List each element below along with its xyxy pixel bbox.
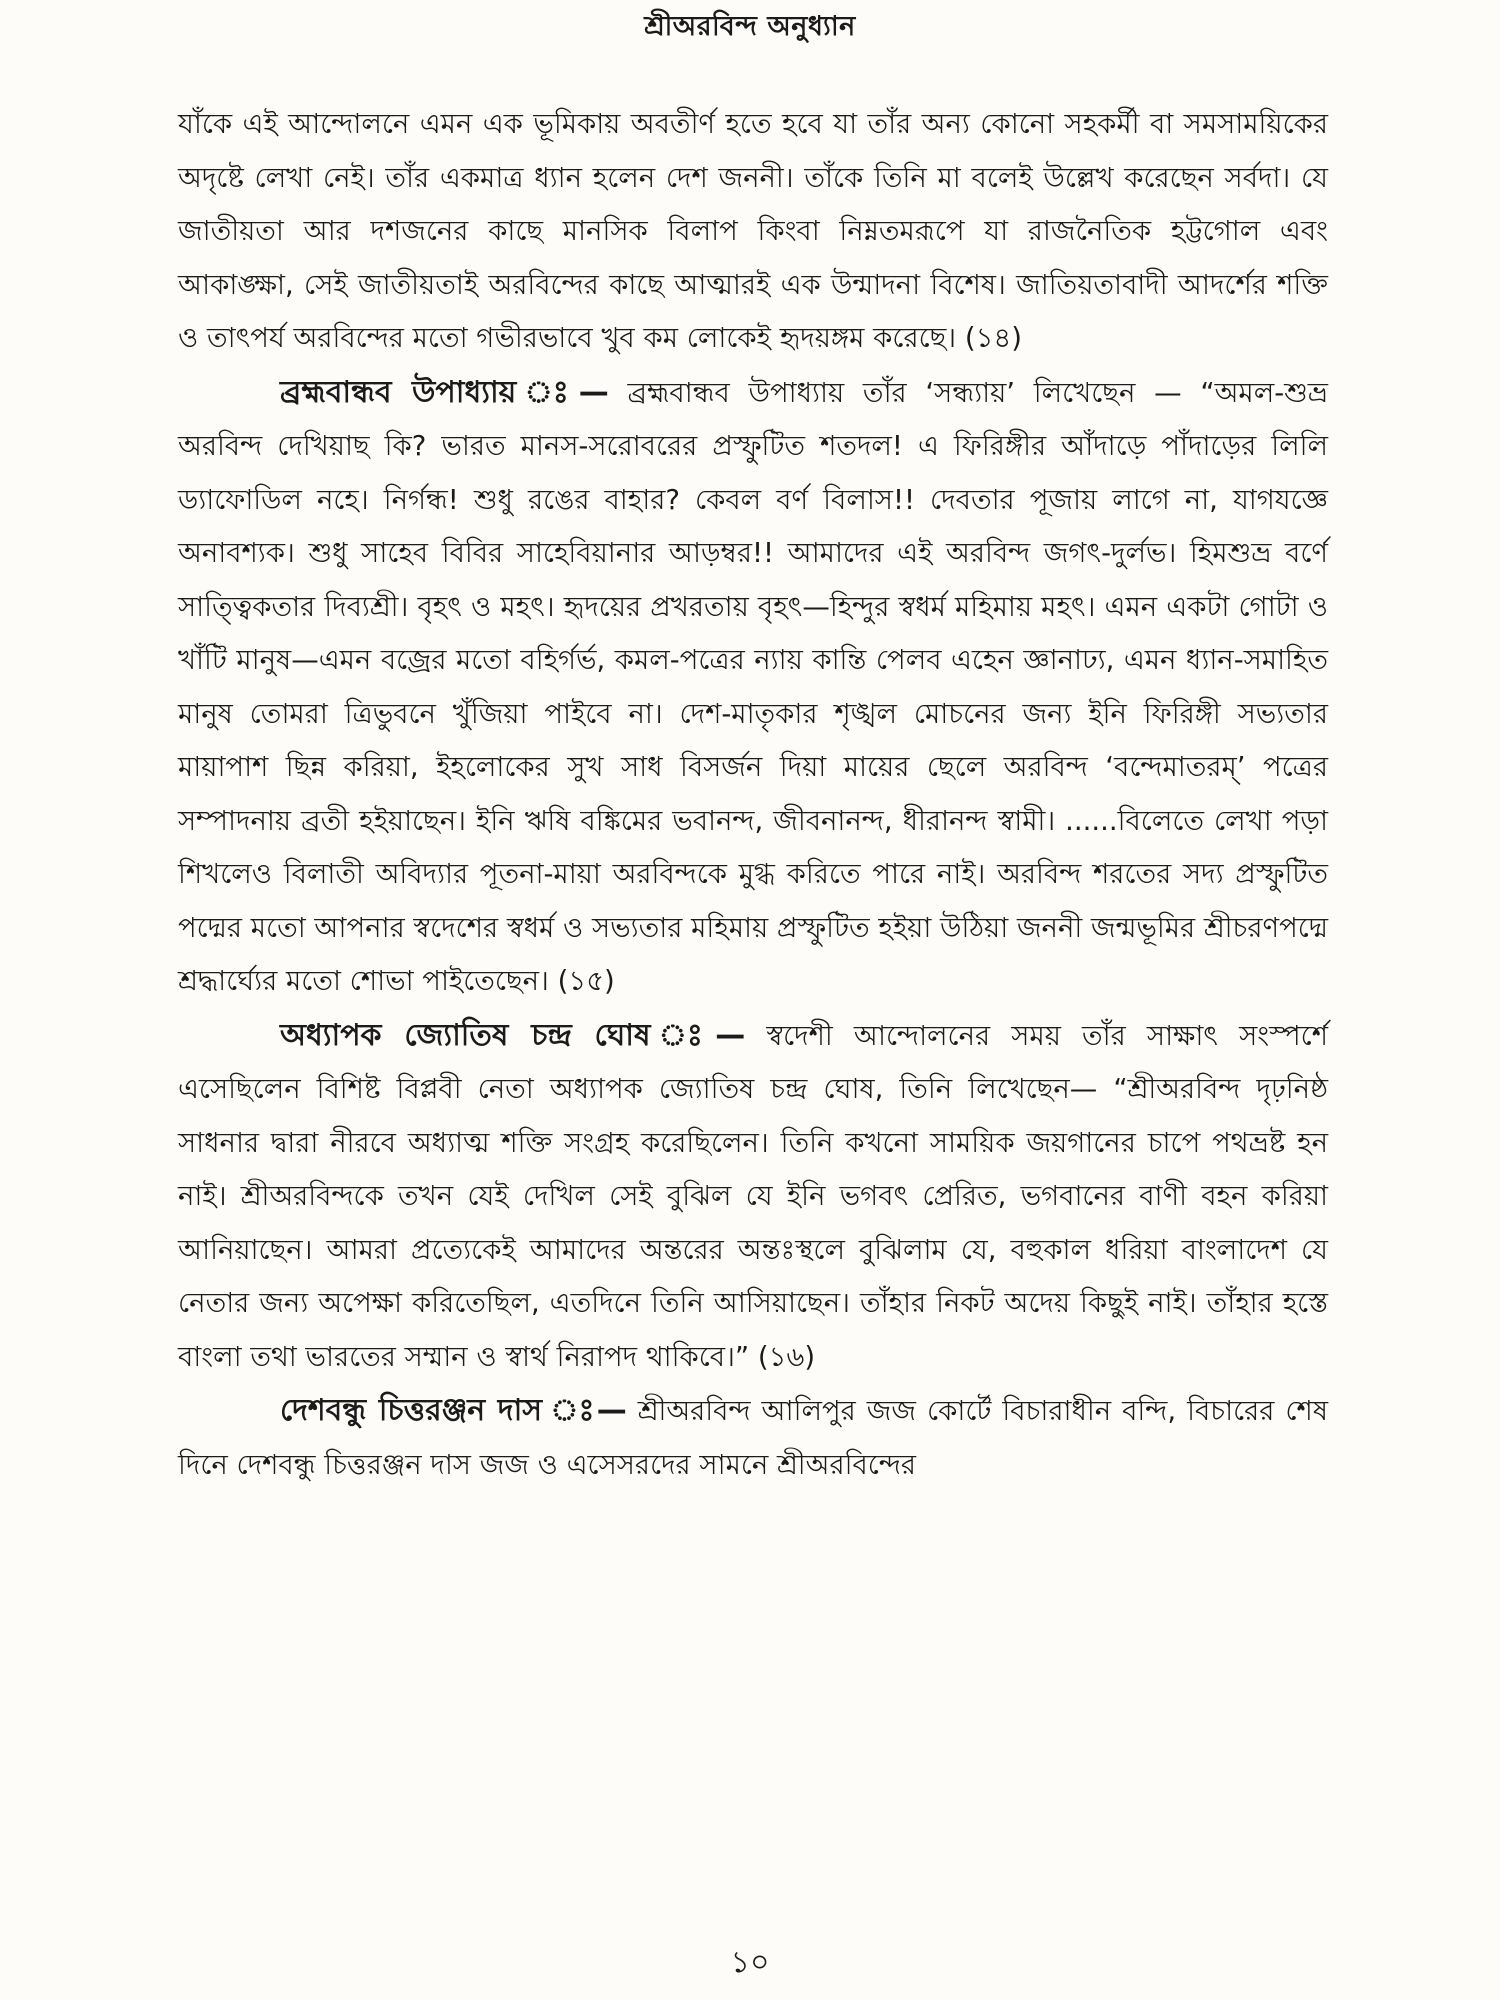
paragraph [178, 1384, 1328, 1492]
paragraph-text: শ্রীঅরবিন্দ আলিপুর জজ কোর্টে বিচারাধীন বন্দি, বিচারের শেষ দিনে দেশবন্ধু চিত্তরঞ্জন দাস জজ ও এসেসরদের সামনে শ্রীঅরবিন্দের [178, 1395, 1328, 1481]
paragraph-text: যাঁকে এই আন্দোলনে এমন এক ভূমিকায় অবতীর্ণ হতে হবে যা তাঁর অন্য কোনো সহকর্মী বা সমসাময়িকের অদৃষ্টে লেখা নেই। তাঁর একমাত্র ধ্যান হলেন দেশ জননী। তাঁকে তিনি মা বলেই উল্লেখ করেছেন সর্বদা। যে জাতীয়তা আর দশজনের কাছে মানসিক বিলাপ কিংবা নিম্নতমরূপে যা রাজনৈতিক হট্টগোল এবং আকাঙ্ক্ষা, সেই জাতীয়তাই অরবিন্দের কাছে আত্মারই এক উন্মাদনা বিশেষ। জাতিয়তাবাদী আদর্শের শক্তি ও তাৎপর্য অরবিন্দের মতো গভীরভাবে খুব কম লোকেই হৃদয়ঙ্গম করেছে। (১৪) [178, 108, 1328, 354]
section-heading: ব্রহ্মবান্ধব উপাধ্যায় ঃ— [280, 374, 609, 410]
section-heading: অধ্যাপক জ্যোতিষ চন্দ্র ঘোষ ঃ— [280, 1017, 746, 1053]
page-number: ১০ [730, 1945, 770, 1980]
paragraph [178, 1009, 1328, 1385]
section-heading: দেশবন্ধু চিত্তরঞ্জন দাস ঃ— [280, 1393, 627, 1428]
paragraph-text: স্বদেশী আন্দোলনের সময় তাঁর সাক্ষাৎ সংস্পর্শে এসেছিলেন বিশিষ্ট বিপ্লবী নেতা অধ্যাপক জ্যোতিষ চন্দ্র ঘোষ, তিনি লিখেছেন— “শ্রীঅরবিন্দ দৃঢ়নিষ্ঠ সাধনার দ্বারা নীরবে অধ্যাত্ম শক্তি সংগ্রহ করেছিলেন। তিনি কখনো সাময়িক জয়গানের চাপে পথভ্রষ্ট হন নাই। শ্রীঅরবিন্দকে তখন যেই দেখিল সেই বুঝিল যে ইনি ভগবৎ প্রেরিত, ভগবানের বাণী বহন করিয়া আনিয়াছেন। আমরা প্রত্যেকেই আমাদের অন্তরের অন্তঃস্থলে বুঝিলাম যে, বহুকাল ধরিয়া বাংলাদেশ যে নেতার জন্য অপেক্ষা করিতেছিল, এতদিনে তিনি আসিয়াছেন। তাঁহার নিকট অদেয় কিছুই নাই। তাঁহার হস্তে বাংলা তথা ভারতের সম্মান ও স্বার্থ নিরাপদ থাকিবে।” (১৬) [178, 1019, 1328, 1373]
paragraph-text: ব্রহ্মবান্ধব উপাধ্যায় তাঁর ‘সন্ধ্যায়’ লিখেছেন — “অমল-শুভ্র অরবিন্দ দেখিয়াছ কি? ভারত মানস-সরোবরের প্রস্ফুটিত শতদল! এ ফিরিঙ্গীর আঁদাড়ে পাঁদাড়ের লিলি ড্যাফোডিল নহে। নির্গন্ধ! শুধু রঙের বাহার? কেবল বর্ণ বিলাস!! দেবতার পূজায় লাগে না, যাগযজ্ঞে অনাবশ্যক। শুধু সাহেব বিবির সাহেবিয়ানার আড়ম্বর!! আমাদের এই অরবিন্দ জগৎ-দুর্লভ। হিমশুভ্র বর্ণে সাত্ত্বিকতার দিব্যশ্রী। বৃহৎ ও মহৎ। হৃদয়ের প্রখরতায় বৃহৎ—হিন্দুর স্বধর্ম মহিমায় মহৎ। এমন একটা গোটা ও খাঁটি মানুষ—এমন বজ্রের মতো বহির্গর্ভ, কমল-পত্রের ন্যায় কান্তি পেলব এহেন জ্ঞানাঢ্য, এমন ধ্যান-সমাহিত মানুষ তোমরা ত্রিভুবনে খুঁজিয়া পাইবে না। দেশ-মাতৃকার শৃঙ্খল মোচনের জন্য ইনি ফিরিঙ্গী সভ্যতার মায়াপাশ ছিন্ন করিয়া, ইহলোকের সুখ সাধ বিসর্জন দিয়া মায়ের ছেলে অরবিন্দ ‘বন্দেমাতরম্’ পত্রের সম্পাদনায় ব্রতী হইয়াছেন। ইনি ঋষি বঙ্কিমের ভবানন্দ, জীবনানন্দ, ধীরানন্দ স্বামী। ......বিলেতে লেখা পড়া শিখলেও বিলাতী অবিদ্যার পূতনা-মায়া অরবিন্দকে মুগ্ধ করিতে পারে নাই। অরবিন্দ শরতের সদ্য প্রস্ফুটিত পদ্মের মতো আপনার স্বদেশের স্বধর্ম ও সভ্যতার মহিমায় প্রস্ফুটিত হইয়া উঠিয়া জননী জন্মভূমির শ্রীচরণপদ্মে শ্রদ্ধার্ঘ্যের মতো শোভা পাইতেছেন। (১৫) [178, 376, 1328, 997]
paragraph [178, 98, 1328, 366]
body-text [178, 98, 1328, 1492]
running-head: শ্রীঅরবিন্দ অনুধ্যান [644, 11, 856, 42]
paragraph [178, 366, 1328, 1009]
